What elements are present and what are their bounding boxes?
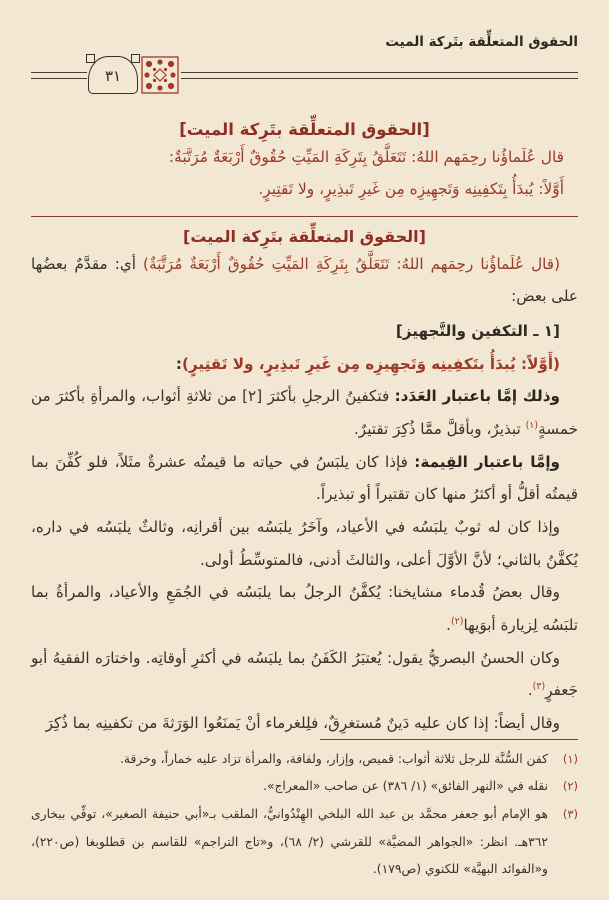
rosette-ornament-icon: [141, 56, 179, 94]
footnote-text: كفن السُّنَّة للرجل ثلاثة أثواب: قميص، وإزار، ولفافة، والمرأة تزاد عليه خماراً، وخرقة.: [120, 751, 548, 766]
page-number-cartouche: [88, 56, 138, 94]
paragraph-thawb: وإذا كان له ثوبٌ يلبَسُه في الأعياد، وآخَرُ يلبَسُه بين أقرانِه، وثالثٌ يلبَسُه في داره، يُكفَّنُ بالثاني؛ لأنَّ الأوَّلَ أعلى، والثالثَ أدنى، فالمتوسِّطُ أولى.: [31, 518, 578, 569]
page-number: ٣١: [104, 66, 122, 85]
footnote-item: [31, 801, 578, 884]
footnote-marker: (٣): [562, 807, 578, 822]
page-header: [31, 34, 578, 96]
footnote-text: هو الإمام أبو جعفر محمَّد بن عبد الله البلخي الهِنْدُوانيُّ، الملقب بـ«أبي حنيفة الصغير»، توفِّي ببخارى ٣٦٢هـ. انظر: «الجواهر المضيَّة» للقرشي (٢/ ٦٨)، و«تاج التراجم» للقاسم بن قطلوبغا (ص٢٢٠)، و«الفوائد البهيَّة» للكنوي (ص١٧٩).: [31, 807, 548, 877]
footnote-item: [31, 746, 578, 774]
paragraph-lead: وإمَّا باعتبار القِيمة:: [414, 452, 560, 471]
paragraph-text: فتكفينُ الرجلِ بأكثرَ [٢] من ثلاثةِ أثواب، والمرأةِ بأكثرَ من خمسةٍ: [31, 387, 578, 439]
footnote-ref-2: (٢): [450, 616, 464, 628]
paragraph-text: .: [527, 681, 533, 700]
paragraph-hasan-basri: [31, 642, 578, 707]
matn-first-right: أَوَّلاً: يُبدَأُ بِتَكفِينِه وَتَجهِيزِه مِن غَيرِ تَبذِيرٍ، ولا تَقتِيرٍ.: [258, 180, 564, 199]
subheading-takfin-tajhiz: [١ ـ التكفين والتَّجهيز]: [395, 322, 560, 341]
running-title: الحقوق المتعلِّقة بتَركة الميت: [385, 34, 578, 50]
footnote-ref-1: (١): [525, 419, 539, 431]
quoted-matn-text: (أَوَّلاً: يُبدَأُ بتَكفِينِه وَتَجهِيزِه مِن غَيرِ تَبذِيرٍ، ولا تَقتِيرٍ): [181, 354, 560, 373]
paragraph-qima: [31, 446, 578, 511]
paragraph-adad: [31, 380, 578, 445]
footnote-item: [31, 773, 578, 801]
footnote-ref-3: (٣): [532, 681, 546, 693]
commentary-quote1-paragraph: [31, 248, 578, 313]
header-rule-left: [31, 72, 87, 79]
footnote-marker: (٢): [562, 779, 578, 794]
paragraph-text: وكان الحسنُ البصريُّ يقول: يُعتبَرُ الكَفَنُ بما يلبَسُه في أكثرِ أوقاتِه. واختارَه الفقيهُ أبو جَعفرٍ: [31, 648, 578, 700]
footnote-marker: (١): [562, 751, 578, 766]
paragraph-text: وقال بعضُ قُدماء مشايخنا: يُكفَّنُ الرجلُ بما يلبَسُه في الجُمَعِ والأعياد، والمرأةُ بما تلبَسُه لِزيارة أبوَيها: [31, 583, 578, 635]
matn-intro: قال عُلَماؤُنا رحِمَهم اللهُ: تَتَعَلَّقُ بِتَرِكَةِ المَيِّتِ حُقُوقٌ أَرْبَعَةٌ مُرَتَّبَةٌ:: [168, 148, 564, 166]
footnote-divider: [320, 739, 578, 740]
matn-commentary-divider: [31, 216, 578, 217]
colon: :: [175, 354, 182, 373]
quoted-matn-text: (قال عُلَماؤُنا رحِمَهم اللهُ: تَتَعَلَّقُ بِتَرِكَةِ المَيِّتِ حُقُوقٌ أَرْبَعَةٌ مُرَتَّبَةٌ): [143, 254, 560, 273]
header-rule-right: [181, 72, 578, 79]
gloss-text: أي: مقدَّمٌ بعضُها على بعض:: [31, 254, 578, 306]
matn-section-title: [الحقوق المتعلِّقة بتَرِكة الميت]: [179, 120, 430, 139]
paragraph-text: تبذيرٌ، وبأقلَّ ممَّا ذُكِرَ تقتيرٌ.: [353, 420, 526, 439]
page-body: [31, 120, 578, 740]
header-rule-row: [31, 54, 578, 96]
paragraph-dayn: وقال أيضاً: إذا كان عليه دَينٌ مُستغرِقٌ، فلِلغرماء أنْ يَمنَعُوا الوَرَثةَ من تكفينِه بما ذُكِرَ: [45, 714, 560, 733]
paragraph-text: .: [446, 616, 451, 635]
paragraph-mashayikh: [31, 576, 578, 641]
paragraph-lead: وذلك إمَّا باعتبار العَدَد:: [394, 387, 560, 406]
paragraph-text: فإذا كان يلبَسُ في حياته ما قيمتُه عشرةٌ مثَلاً، فلو كُفِّنَ بما قيمتُه أقلُّ أو أكثرُ منها كان تقتيراً أو تبذيراً.: [31, 452, 578, 504]
footnotes-section: [31, 739, 578, 884]
footnote-text: نقله في «النهر الفائق» (١/ ٣٨٦) عن صاحب «المعراج».: [263, 779, 548, 794]
commentary-quote2-paragraph: [31, 348, 578, 381]
commentary-section-title: [الحقوق المتعلِّقة بتَرِكة الميت]: [183, 226, 426, 246]
